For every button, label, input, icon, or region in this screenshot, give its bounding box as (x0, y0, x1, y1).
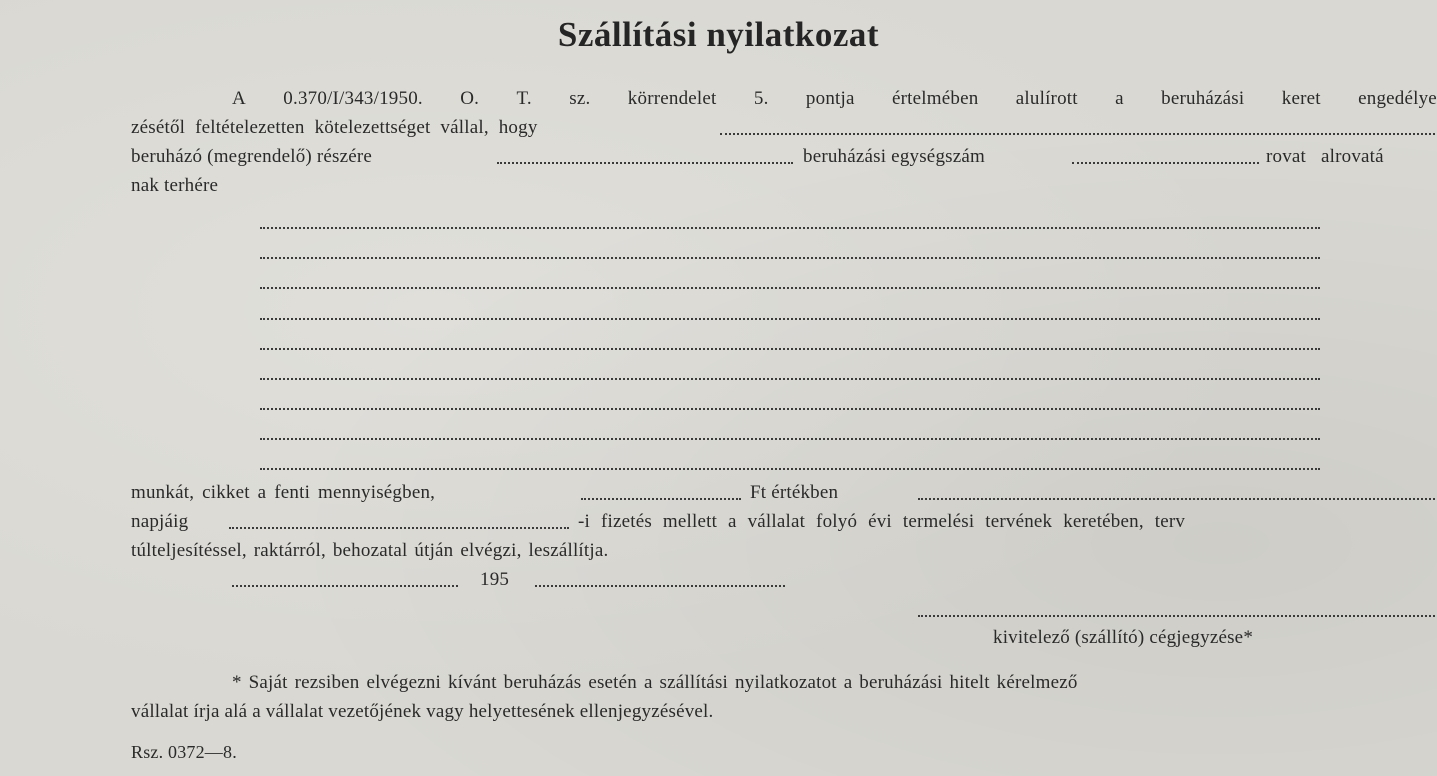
fill-line-item[interactable] (260, 378, 1320, 380)
signature-label: kivitelező (szállító) cégjegyzése* (993, 627, 1254, 648)
signature-line[interactable] (918, 615, 1435, 617)
intro-line-3-mid: beruházási egységszám (803, 146, 985, 167)
fill-line-item[interactable] (260, 348, 1320, 350)
body-line-3: túlteljesítéssel, raktárról, behozatal útján elvégzi, leszállítja. (131, 540, 609, 561)
footnote-line-1: * Saját rezsiben elvégezni kívánt beruházás esetén a szállítási nyilatkozatot a beruházási hitelt kérelmező (232, 672, 1078, 693)
intro-word: 5. (753, 88, 769, 109)
fill-line-item[interactable] (260, 287, 1320, 289)
intro-word: T. (516, 88, 532, 109)
footnote-line-2: vállalat írja alá a vállalat vezetőjének vagy helyettesének ellenjegyzésével. (131, 701, 714, 722)
fill-line-amount[interactable] (581, 498, 741, 500)
intro-line-2: zésétől feltételezetten kötelezettséget vállal, hogy (131, 117, 538, 138)
fill-line-item[interactable] (260, 468, 1320, 470)
intro-line-3-start: beruházó (megrendelő) részére (131, 146, 373, 167)
intro-word: körrendelet (627, 88, 717, 109)
fill-line-place[interactable] (232, 585, 458, 587)
body-line-1-start: munkát, cikket a fenti mennyiségben, (131, 482, 436, 503)
fill-line-investor[interactable] (497, 162, 793, 164)
fill-line-item[interactable] (260, 408, 1320, 410)
fill-line-item[interactable] (260, 318, 1320, 320)
intro-word: beruházási (1161, 88, 1245, 109)
intro-word: sz. (569, 88, 591, 109)
year-prefix: 195 (480, 569, 510, 590)
intro-word: a (1115, 88, 1124, 109)
intro-word: alulírott (1015, 88, 1078, 109)
intro-word: engedélye (1358, 88, 1437, 109)
form-code: Rsz. 0372—8. (131, 742, 237, 762)
intro-word: 0.370/I/343/1950. (283, 88, 423, 109)
fill-line-date[interactable] (918, 498, 1435, 500)
intro-word: keret (1281, 88, 1321, 109)
fill-line-item[interactable] (260, 227, 1320, 229)
intro-word: A (232, 88, 246, 109)
fill-line-item[interactable] (260, 438, 1320, 440)
fill-line-days[interactable] (229, 527, 569, 529)
fill-line-unit-number[interactable] (1072, 162, 1259, 164)
fill-line-year-date[interactable] (535, 585, 785, 587)
intro-line-3-end: rovat alrovatá (1266, 146, 1384, 167)
intro-word: O. (460, 88, 480, 109)
body-line-2-start: napjáig (131, 511, 189, 532)
intro-word: értelmében (892, 88, 979, 109)
intro-line-4: nak terhére (131, 175, 219, 196)
fill-line-company[interactable] (720, 133, 1435, 135)
intro-word: pontja (805, 88, 855, 109)
intro-line-1 (232, 88, 1437, 110)
document-title: Szállítási nyilatkozat (557, 15, 880, 54)
body-line-1-end: Ft értékben (750, 482, 839, 503)
fill-line-item[interactable] (260, 257, 1320, 259)
body-line-2-end: -i fizetés mellett a vállalat folyó évi termelési tervének keretében, terv (578, 511, 1186, 532)
